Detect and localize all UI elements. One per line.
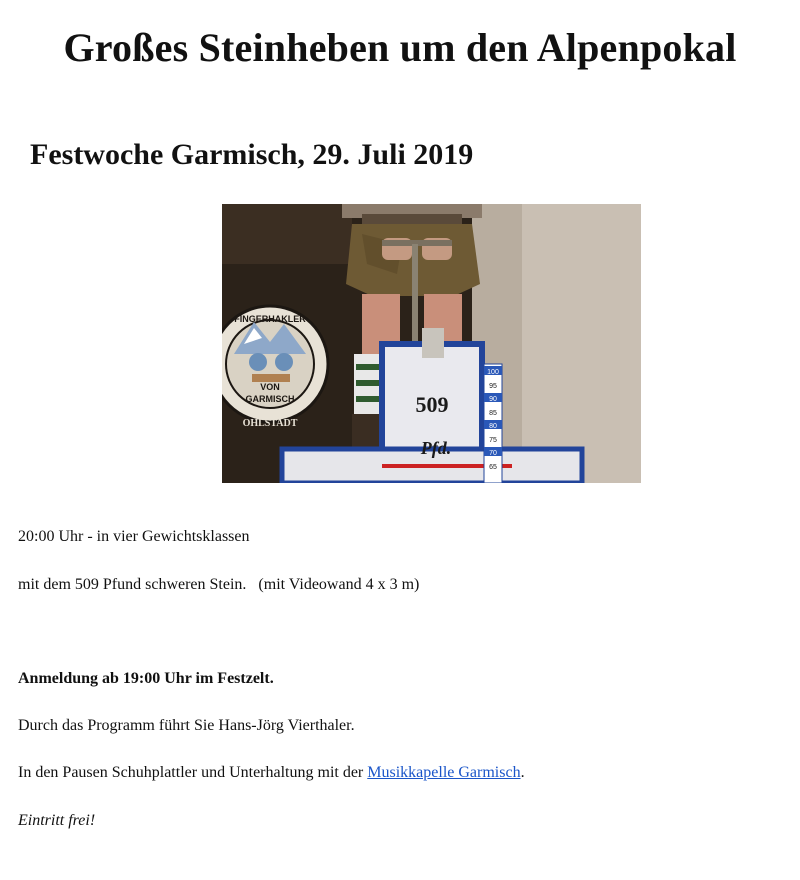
stone-weight-text: mit dem 509 Pfund schweren Stein. (mit Videowand 4 x 3 m) <box>18 576 420 593</box>
scale-tick-65: 65 <box>489 464 497 471</box>
registration-text: Anmeldung ab 19:00 Uhr im Festzelt. <box>18 670 274 687</box>
scale-tick-75: 75 <box>489 437 497 444</box>
scale-tick-85: 85 <box>489 410 497 417</box>
sign-text-garmisch: GARMISCH <box>245 394 295 404</box>
musikkapelle-link[interactable]: Musikkapelle Garmisch <box>367 764 521 781</box>
page-title: Großes Steinheben um den Alpenpokal <box>63 25 737 70</box>
scale-tick-100: 100 <box>487 369 499 376</box>
event-subtitle: Festwoche Garmisch, 29. Juli 2019 <box>30 138 474 171</box>
admission-text: Eintritt frei! <box>18 812 96 829</box>
sign-text-ohlstadt: OHLSTADT <box>242 418 298 429</box>
event-time-text: 20:00 Uhr - in vier Gewichtsklassen <box>18 528 250 545</box>
scale-tick-70: 70 <box>489 450 497 457</box>
stone-weight-label: 509 <box>415 392 449 417</box>
stone-lifting-photo <box>222 204 641 483</box>
stone-unit-label: Pfd. <box>420 438 452 458</box>
scale-tick-80: 80 <box>489 423 497 430</box>
intermission-text <box>18 763 525 783</box>
host-text: Durch das Programm führt Sie Hans-Jörg Vierthaler. <box>18 717 355 734</box>
sign-text-von: VON <box>260 382 280 392</box>
scale-tick-90: 90 <box>489 396 497 403</box>
intermission-text-suffix: . <box>520 764 525 781</box>
scale-tick-95: 95 <box>489 383 497 390</box>
sign-text-top: FINGERHAKLER <box>234 314 306 324</box>
intermission-text-prefix: In den Pausen Schuhplattler und Unterhaltung mit der <box>18 764 368 781</box>
